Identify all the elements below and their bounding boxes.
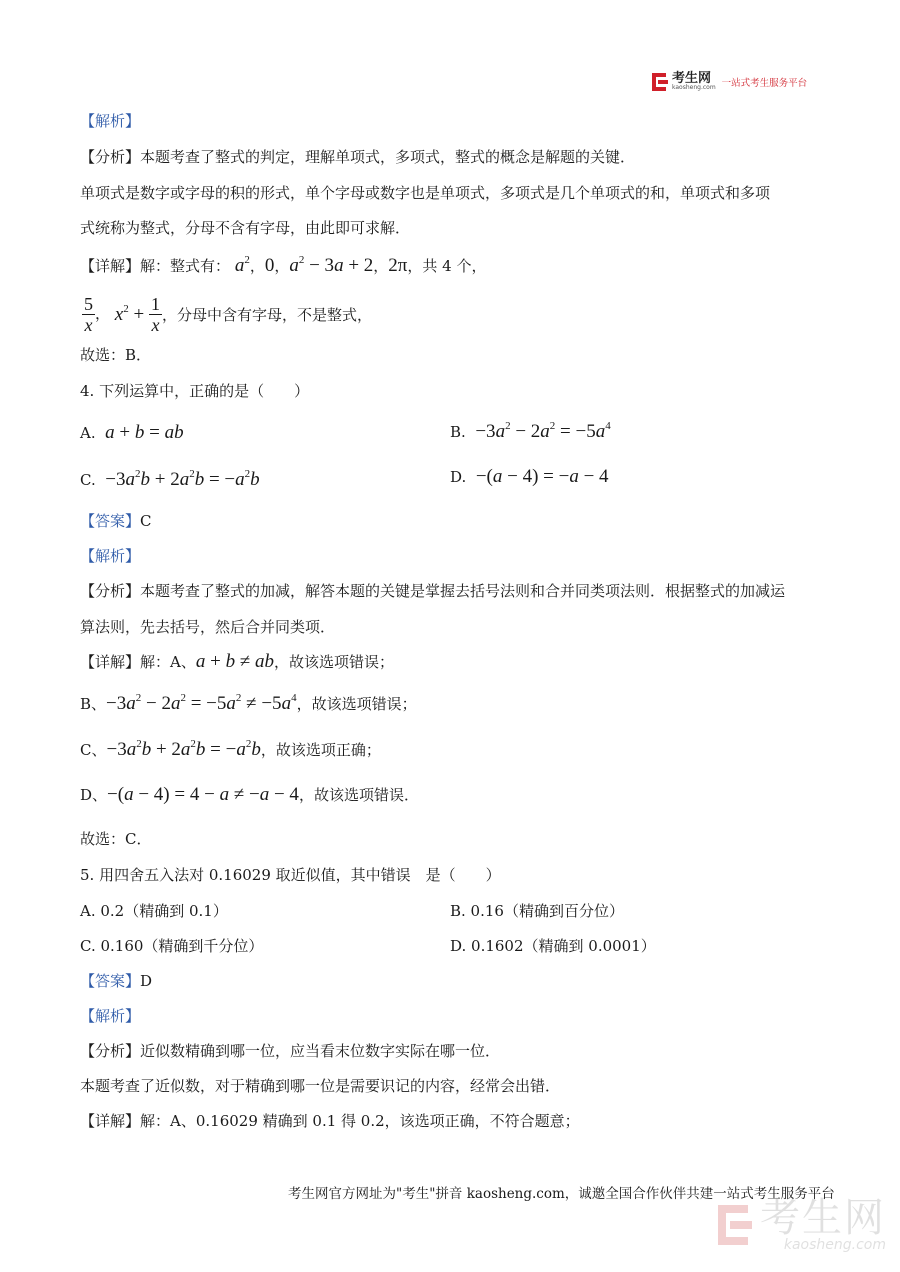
q4-fenxi: 【分析】本题考查了整式的加减，解答本题的关键是掌握去括号法则和合并同类项法则．根据整式的加减运 — [80, 582, 786, 600]
q5-option-b: B. 0.16（精确到百分位） — [450, 902, 624, 920]
q4-answer: 故选：C． — [80, 830, 152, 848]
q4-jiexi-tag: 【解析】 — [80, 547, 141, 565]
q5-xiangjie: 【详解】解：A、0.16029 精确到 0.1 得 0.2，该选项正确，不符合题意； — [80, 1112, 580, 1130]
sec3-para1: 单项式是数字或字母的积的形式，单个字母或数字也是单项式，多项式是几个单项式的和，单项式和多项 — [80, 184, 771, 202]
xiangjie-pre: 解：整式有： — [140, 257, 231, 275]
sec3-para2: 式统称为整式，分母不含有字母，由此即可求解． — [80, 219, 411, 237]
daan-tag: 【答案】 — [80, 512, 141, 530]
watermark-cn: 考生网 — [760, 1195, 886, 1241]
formula-a-plus-b: a + b = ab — [105, 422, 184, 443]
formula-a-plus-b-neq: a + b ≠ ab — [195, 651, 275, 672]
formula-a-squared: $a^2$ — [234, 254, 250, 276]
formula-detail-b: $-3a^2 - 2a^2 = -5a^2 \ne -5a^4$ — [106, 692, 297, 714]
formula-quadratic: $a^2 - 3a + 2$ — [289, 254, 374, 276]
daan-value: C — [140, 512, 152, 530]
q4-answer-key — [80, 510, 152, 531]
q4-xiangjie-a: 【详解】解：A、a + b ≠ ab，故该选项错误； — [80, 651, 395, 672]
brand-icon — [652, 73, 668, 91]
q4-xiangjie-d: D、−(a − 4) = 4 − a ≠ −a − 4，故该选项错误． — [80, 784, 419, 805]
fenxi-text: 本题考查了整式的判定，理解单项式，多项式，整式的概念是解题的关键． — [140, 148, 636, 166]
sec3-fraction-line: $\frac{5}{x}$ ， $x^2$ + $\frac{1}{x}$ ，分母中含有字母，不是整式， — [84, 294, 372, 335]
q5-option-d: D. 0.1602（精确到 0.0001） — [450, 937, 656, 955]
q4-option-b: B. $-3a^2 - 2a^2 = -5a^4$ — [450, 420, 611, 442]
q5-option-a: A. 0.2（精确到 0.1） — [80, 902, 228, 920]
q4-xiangjie-b: B、$-3a^2 - 2a^2 = -5a^2 \ne -5a^4$，故该选项错误； — [80, 692, 417, 714]
fraction-5-over-x: $\frac{5}{x}$ — [84, 294, 93, 335]
sec3-answer: 故选：B． — [80, 346, 152, 364]
brand-domain: kaosheng.com — [672, 84, 716, 91]
brand-name: 考生网 — [672, 71, 712, 86]
formula-detail-d: −(a − 4) = 4 − a ≠ −a − 4 — [107, 784, 299, 805]
formula-option-d: −(a − 4) = −a − 4 — [475, 466, 609, 487]
q4-option-c: C. $-3a^2b + 2a^2b = -a^2b$ — [80, 468, 260, 490]
q4-fenxi-cont: 算法则，先去括号，然后合并同类项． — [80, 618, 336, 636]
watermark — [718, 1195, 886, 1253]
q5-jiexi-tag: 【解析】 — [80, 1007, 141, 1025]
q4-option-a: A. a + b = ab — [80, 422, 184, 443]
q5-answer-key: 【答案】D — [80, 972, 153, 990]
count-text: ，共 4 个， — [407, 257, 487, 275]
fraction-note: ，分母中含有字母，不是整式， — [161, 306, 372, 324]
footer-text: 考生网官方网址为"考生"拼音 kaosheng.com，诚邀全国合作伙伴共建一站式考生服务平台 — [288, 1186, 835, 1202]
formula-option-c: $-3a^2b + 2a^2b = -a^2b$ — [105, 468, 260, 490]
formula-option-b: $-3a^2 - 2a^2 = -5a^4$ — [475, 420, 611, 442]
q5-fenxi: 【分析】近似数精确到哪一位，应当看末位数字实际在哪一位． — [80, 1042, 501, 1060]
brand-slogan: 一站式考生服务平台 — [721, 77, 808, 89]
q5-stem: 5. 用四舍五入法对 0.16029 取近似值，其中错误 是（ ） — [80, 866, 501, 884]
header-logo — [652, 72, 807, 91]
sec3-fenxi — [80, 146, 635, 167]
q4-stem: 4. 下列运算中，正确的是（ ） — [80, 382, 310, 400]
q5-para: 本题考查了近似数，对于精确到哪一位是需要识记的内容，经常会出错． — [80, 1077, 561, 1095]
xiangjie-tag: 【详解】 — [80, 257, 141, 275]
fenxi-tag: 【分析】 — [80, 148, 141, 166]
formula-zero: 0 — [264, 255, 275, 276]
formula-two-pi: 2π — [388, 255, 408, 276]
watermark-en: kaosheng.com — [783, 1237, 886, 1253]
sec3-xiangjie: 【详解】解：整式有： $a^2$，0，$a^2 - 3a + 2$，2π，共 4 个， — [80, 254, 487, 276]
q4-xiangjie-c: C、$-3a^2b + 2a^2b = -a^2b$，故该选项正确； — [80, 738, 381, 760]
watermark-logo-icon — [718, 1205, 752, 1245]
q5-option-c: C. 0.160（精确到千分位） — [80, 937, 264, 955]
fraction-1-over-x: $\frac{1}{x}$ — [150, 294, 160, 335]
formula-x-squared: $x^2$ + — [114, 303, 149, 325]
q4-option-d: D. −(a − 4) = −a − 4 — [450, 466, 609, 487]
formula-detail-c: $-3a^2b + 2a^2b = -a^2b$ — [106, 738, 261, 760]
sec3-jiexi-tag: 【解析】 — [80, 112, 141, 130]
